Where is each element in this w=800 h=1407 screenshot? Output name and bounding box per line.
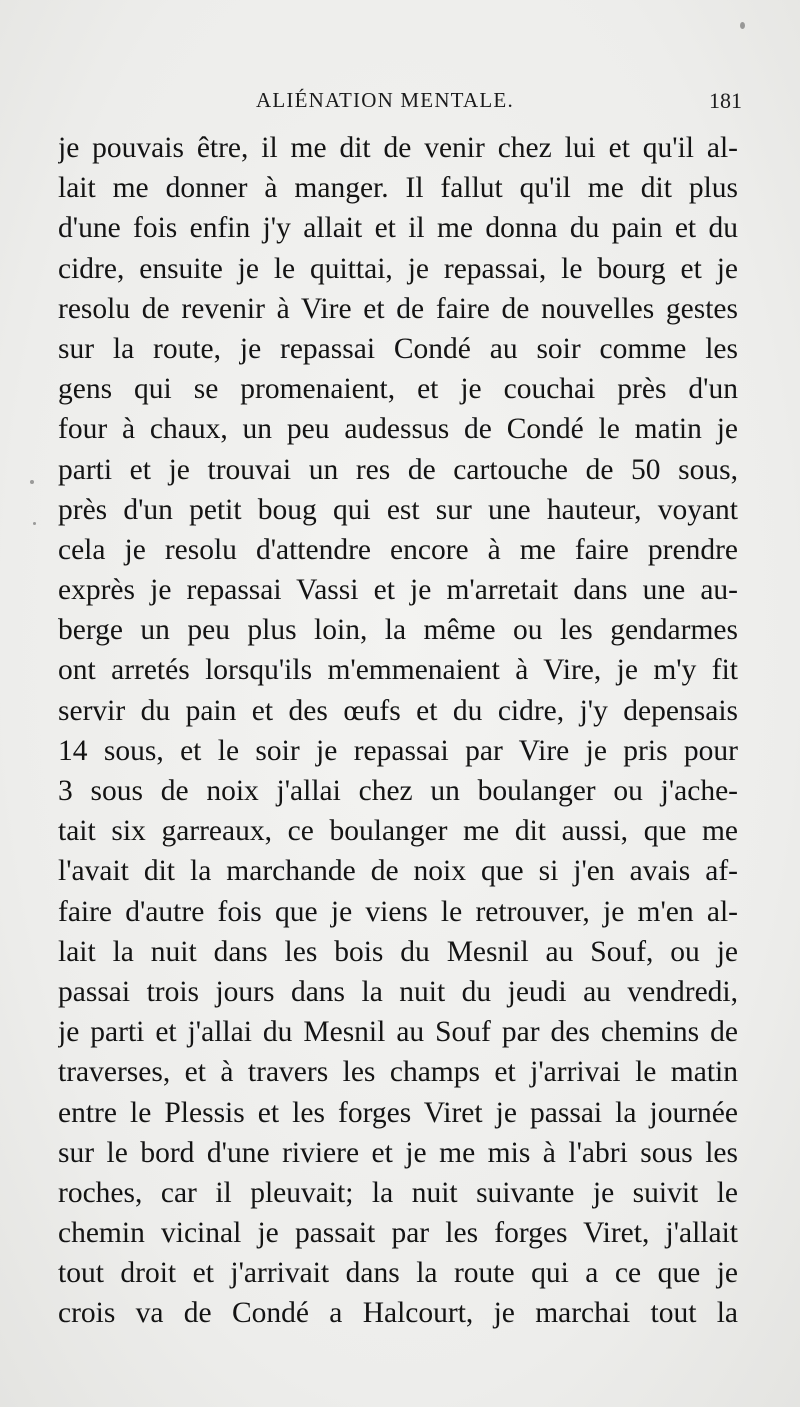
- text-line: exprès je repassai Vassi et je m'arretait dans une au-: [58, 574, 738, 607]
- print-speck: [33, 522, 36, 525]
- text-line: entre le Plessis et les forges Viret je passai la journée: [58, 1096, 738, 1129]
- text-line: je pouvais être, il me dit de venir chez lui et qu'il al-: [58, 132, 738, 164]
- text-line: tout droit et j'arrivait dans la route qui a ce que je: [58, 1257, 738, 1290]
- text-line: ont arretés lorsqu'ils m'emmenaient à Vire, je m'y fit: [58, 654, 738, 687]
- text-line: tait six garreaux, ce boulanger me dit aussi, que me: [58, 815, 738, 848]
- text-line: servir du pain et des œufs et du cidre, j'y depensais: [58, 694, 738, 727]
- text-line: roches, car il pleuvait; la nuit suivante je suivit le: [58, 1176, 738, 1209]
- print-speck: [740, 22, 745, 29]
- text-line: 14 sous, et le soir je repassai par Vire je pris pour: [58, 734, 738, 767]
- text-line: je parti et j'allai du Mesnil au Souf par des chemins de: [58, 1016, 738, 1049]
- running-head: ALIÉNATION MENTALE.: [256, 88, 514, 112]
- text-line: 3 sous de noix j'allai chez un boulanger ou j'ache-: [58, 775, 738, 807]
- print-speck: [30, 480, 34, 484]
- text-line: gens qui se promenaient, et je couchai près d'un: [58, 373, 738, 406]
- text-line: passai trois jours dans la nuit du jeudi au vendredi,: [58, 975, 738, 1008]
- text-line: près d'un petit boug qui est sur une hauteur, voyant: [58, 493, 738, 526]
- text-line: l'avait dit la marchande de noix que si j'en avais af-: [58, 855, 738, 888]
- text-line: chemin vicinal je passait par les forges Viret, j'allait: [58, 1217, 738, 1250]
- text-line: berge un peu plus loin, la même ou les gendarmes: [58, 614, 738, 647]
- text-line: d'une fois enfin j'y allait et il me donna du pain et du: [58, 212, 738, 245]
- text-line: four à chaux, un peu audessus de Condé le matin je: [58, 413, 738, 446]
- text-line: sur le bord d'une riviere et je me mis à l'abri sous les: [58, 1136, 738, 1169]
- text-line: cela je resolu d'attendre encore à me faire prendre: [58, 533, 738, 566]
- text-line: lait la nuit dans les bois du Mesnil au Souf, ou je: [58, 935, 738, 968]
- text-line: parti et je trouvai un res de cartouche de 50 sous,: [58, 453, 738, 486]
- text-line: lait me donner à manger. Il fallut qu'il me dit plus: [58, 172, 738, 205]
- text-line: crois va de Condé a Halcourt, je marchai tout la: [58, 1297, 738, 1330]
- text-line: traverses, et à travers les champs et j'arrivai le matin: [58, 1056, 738, 1089]
- page-header: [56, 88, 742, 118]
- text-line: cidre, ensuite je le quittai, je repassai, le bourg et je: [58, 252, 738, 285]
- text-line: sur la route, je repassai Condé au soir comme les: [58, 332, 738, 365]
- page-number: 181: [709, 88, 742, 113]
- body-text: [58, 128, 738, 1334]
- text-line: resolu de revenir à Vire et de faire de nouvelles gestes: [58, 292, 738, 325]
- text-line: faire d'autre fois que je viens le retrouver, je m'en al-: [58, 895, 738, 928]
